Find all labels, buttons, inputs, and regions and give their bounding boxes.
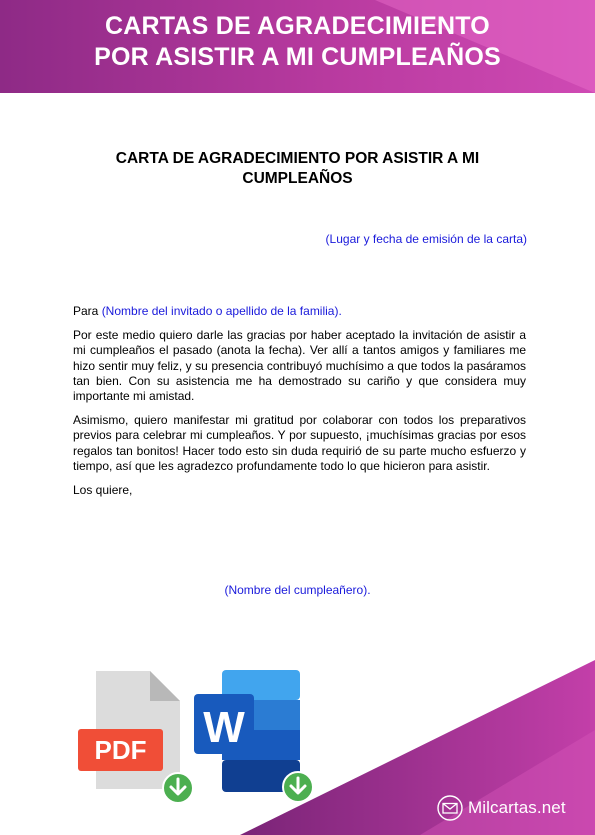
paragraph-2: Asimismo, quiero manifestar mi gratitud por colaborar con todos los preparativos previos para celebrar mi cumpleaños. Y por supuesto, ¡muchísimas gracias por esos regalos tan bonitos! Hacer todo esto sin duda requirió de su parte mucho esfuerzo y tiempo, así que les agradezco profundamente todo lo que hicieron para asistir. — [73, 413, 526, 473]
letter-title — [60, 149, 535, 189]
word-file-icon[interactable] — [194, 670, 316, 805]
closing-line: Los quiere, — [73, 483, 133, 498]
letter-body — [73, 304, 526, 507]
letter-title-line-2: CUMPLEAÑOS — [242, 170, 353, 187]
brand-name: Milcartas.net — [468, 798, 566, 817]
page-title-line-1: CARTAS DE AGRADECIMIENTO — [105, 12, 490, 40]
word-label: W — [203, 703, 245, 752]
envelope-icon — [437, 795, 463, 821]
paragraph-1: Por este medio quiero darle las gracias por haber aceptado la invitación de asistir a mi cumpleaños el pasado (anota la fecha). Ver allí a tantos amigos y familiares me hizo sentir muy feliz, y su presencia contribuyó muchísimo a que todos la pasáramos tan bien. Con su asistencia me ha demostrado su cariño y que considera muy importante mi amistad. — [73, 328, 526, 404]
pdf-label: PDF — [94, 735, 147, 765]
place-date-placeholder: (Lugar y fecha de emisión de la carta) — [325, 232, 527, 246]
greeting-line — [73, 304, 526, 319]
download-arrow-icon — [283, 772, 313, 802]
greeting-prefix: Para — [73, 304, 102, 318]
signer-placeholder: (Nombre del cumpleañero). — [224, 583, 371, 597]
brand-logo[interactable] — [437, 795, 566, 821]
download-arrow-icon — [163, 773, 193, 803]
page-title-line-2: POR ASISTIR A MI CUMPLEAÑOS — [94, 43, 501, 71]
pdf-file-icon[interactable] — [78, 671, 193, 806]
letter-title-line-1: CARTA DE AGRADECIMIENTO POR ASISTIR A MI — [115, 150, 480, 167]
header-banner — [0, 0, 595, 93]
page-title — [0, 11, 595, 73]
recipient-placeholder: (Nombre del invitado o apellido de la familia). — [101, 304, 342, 318]
